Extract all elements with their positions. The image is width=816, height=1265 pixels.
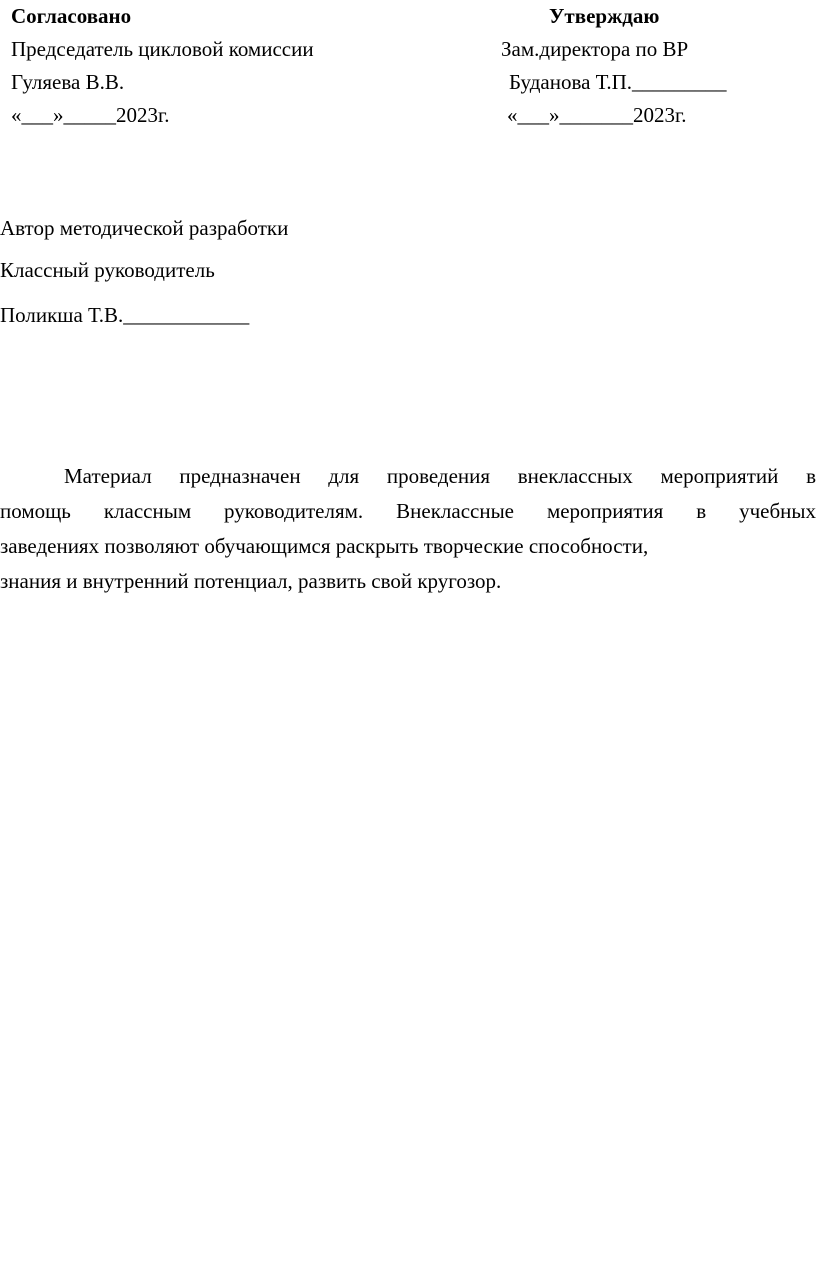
agreed-name: Гуляева В.В.	[11, 70, 125, 94]
approved-heading: Утверждаю	[549, 4, 660, 28]
author-label: Автор методической разработки	[0, 216, 289, 240]
agreed-heading: Согласовано	[11, 4, 132, 28]
approved-name: Буданова Т.П._________	[509, 70, 727, 94]
author-name: Поликша Т.В.____________	[0, 303, 250, 327]
description-line: помощь классным руководителям. Внеклассные мероприятия в учебных	[0, 499, 816, 523]
agreed-date: «___»_____2023г.	[11, 103, 170, 127]
description-paragraph	[0, 459, 816, 599]
agreed-role: Председатель цикловой комиссии	[11, 37, 314, 61]
author-role: Классный руководитель	[0, 258, 215, 282]
approved-date: «___»_______2023г.	[507, 103, 687, 127]
description-line: знания и внутренний потенциал, развить свой кругозор.	[0, 569, 502, 593]
description-line: заведениях позволяют обучающимся раскрыть творческие способности,	[0, 534, 649, 558]
approved-role: Зам.директора по ВР	[501, 37, 689, 61]
description-line: Материал предназначен для проведения внеклассных мероприятий в	[64, 464, 816, 488]
